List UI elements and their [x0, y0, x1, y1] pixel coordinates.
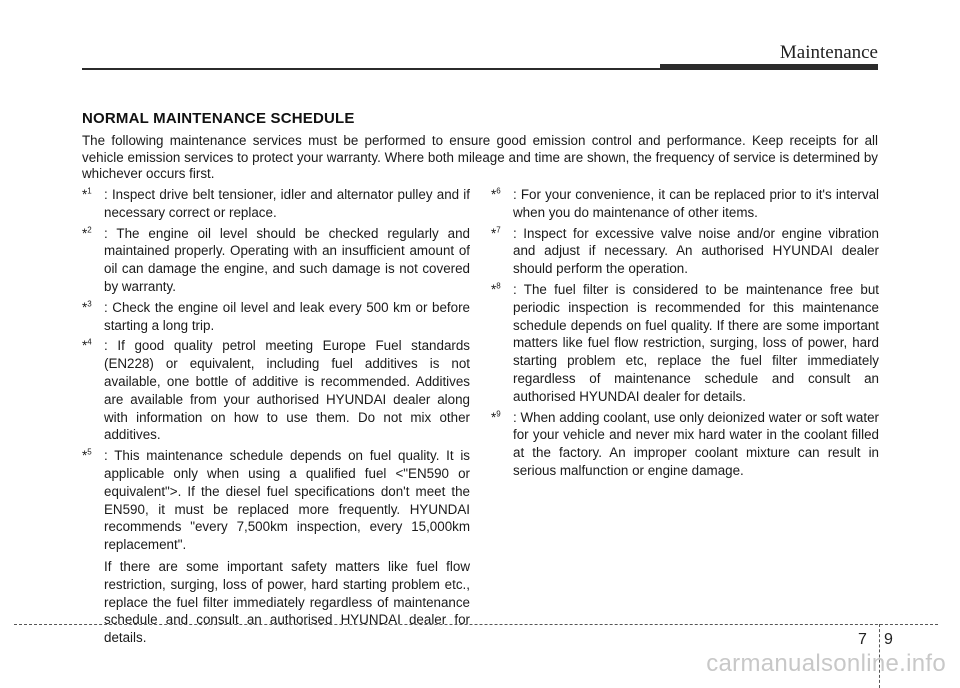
chapter-number: 7 [858, 631, 867, 648]
footnote-5 [82, 447, 470, 554]
header-rule-accent [660, 64, 878, 70]
footnote-text: The engine oil level should be checked regularly and maintained properly. Operating with an insufficient amount of oil can damage the engine, and such damage is not covered by warranty. [104, 225, 470, 294]
notes-column-right [491, 186, 879, 483]
footnote-9 [491, 409, 879, 480]
footer-rule [14, 624, 938, 625]
footnote-3 [82, 299, 470, 335]
footnote-5-continuation: If there are some important safety matters like fuel flow restriction, surging, loss of power, hard starting problem etc., replace the fuel filter immediately regardless of maintenance schedule and consult an authorised HYUNDAI dealer for details. [104, 558, 470, 646]
page-number: 9 [884, 631, 893, 648]
footnote-text: If good quality petrol meeting Europe Fuel standards (EN228) or equivalent, including fuel additives is not available, one bottle of additive is recommended. Additives are available from your authorised HYUNDAI dealer along with information on how to use them. Do not mix other additives. [104, 338, 470, 443]
footnote-separator: : [104, 338, 118, 354]
footnote-marker: *$^6$ [491, 186, 501, 202]
footnote-marker: *$^1$ [82, 186, 92, 202]
footnote-separator: : [513, 281, 524, 297]
footnote-marker: *$^4$ [82, 337, 92, 354]
notes-column-left [82, 186, 470, 647]
footnote-6 [491, 186, 879, 222]
footnote-marker: *$^9$ [491, 409, 501, 425]
intro-paragraph: The following maintenance services must be performed to ensure good emission control and performance. Keep receipts for all vehicle emission services to protect your warranty. Where both mileage and time are shown, the frequency of service is determined by whichever occurs first. [82, 133, 878, 181]
footnote-1 [82, 186, 470, 222]
footnote-marker: *$^2$ [82, 225, 92, 241]
watermark: carmanualsonline.info [706, 650, 946, 677]
footnote-2 [82, 225, 470, 296]
footnote-separator: : [513, 409, 521, 425]
footnote-8 [491, 281, 879, 406]
header-rule [82, 68, 662, 70]
footnote-marker: *$^3$ [82, 299, 92, 315]
footnote-4 [82, 337, 470, 444]
section-header-title: Maintenance [779, 42, 878, 63]
footnote-separator: : [513, 225, 524, 241]
footnote-text: Inspect for excessive valve noise and/or engine vibration and adjust if necessary. An authorised HYUNDAI dealer should perform the operation. [513, 225, 879, 277]
footnote-separator: : [513, 187, 521, 202]
footnote-marker: *$^5$ [82, 447, 92, 464]
footnote-marker: *$^8$ [491, 281, 501, 297]
footnote-7 [491, 225, 879, 278]
footnote-text: For your convenience, it can be replaced prior to it's interval when you do maintenance of other items. [513, 187, 879, 220]
footnote-text: When adding coolant, use only deionized water or soft water for your vehicle and never mix hard water in the coolant filled at the factory. An improper coolant mixture can result in serious malfunction or engine damage. [513, 409, 879, 478]
footnote-text: Check the engine oil level and leak every 500 km or before starting a long trip. [104, 299, 470, 333]
footnote-separator: : [104, 299, 113, 315]
footnote-text: The fuel filter is considered to be maintenance free but periodic inspection is recommended for this maintenance schedule depends on fuel quality. If there are some important matters like fuel flow restriction, surging, loss of power, hard starting problem etc, replace the fuel filter immediately regardless of maintenance schedule and consult an authorised HYUNDAI dealer for details. [513, 281, 879, 404]
page-title: NORMAL MAINTENANCE SCHEDULE [82, 110, 355, 127]
footnote-text: This maintenance schedule depends on fuel quality. It is applicable only when using a qualified fuel <"EN590 or equivalent">. If the diesel fuel specifications don't meet the EN590, it must be replaced more frequently. HYUNDAI recommends "every 7,500km inspection, every 15,000km replacement". [104, 448, 471, 553]
footnote-separator: : [104, 187, 112, 202]
footnote-separator: : [104, 225, 117, 241]
footnote-separator: : [104, 448, 115, 464]
footnote-marker: *$^7$ [491, 225, 501, 241]
footnote-text: Inspect drive belt tensioner, idler and alternator pulley and if necessary correct or replace. [104, 187, 471, 220]
